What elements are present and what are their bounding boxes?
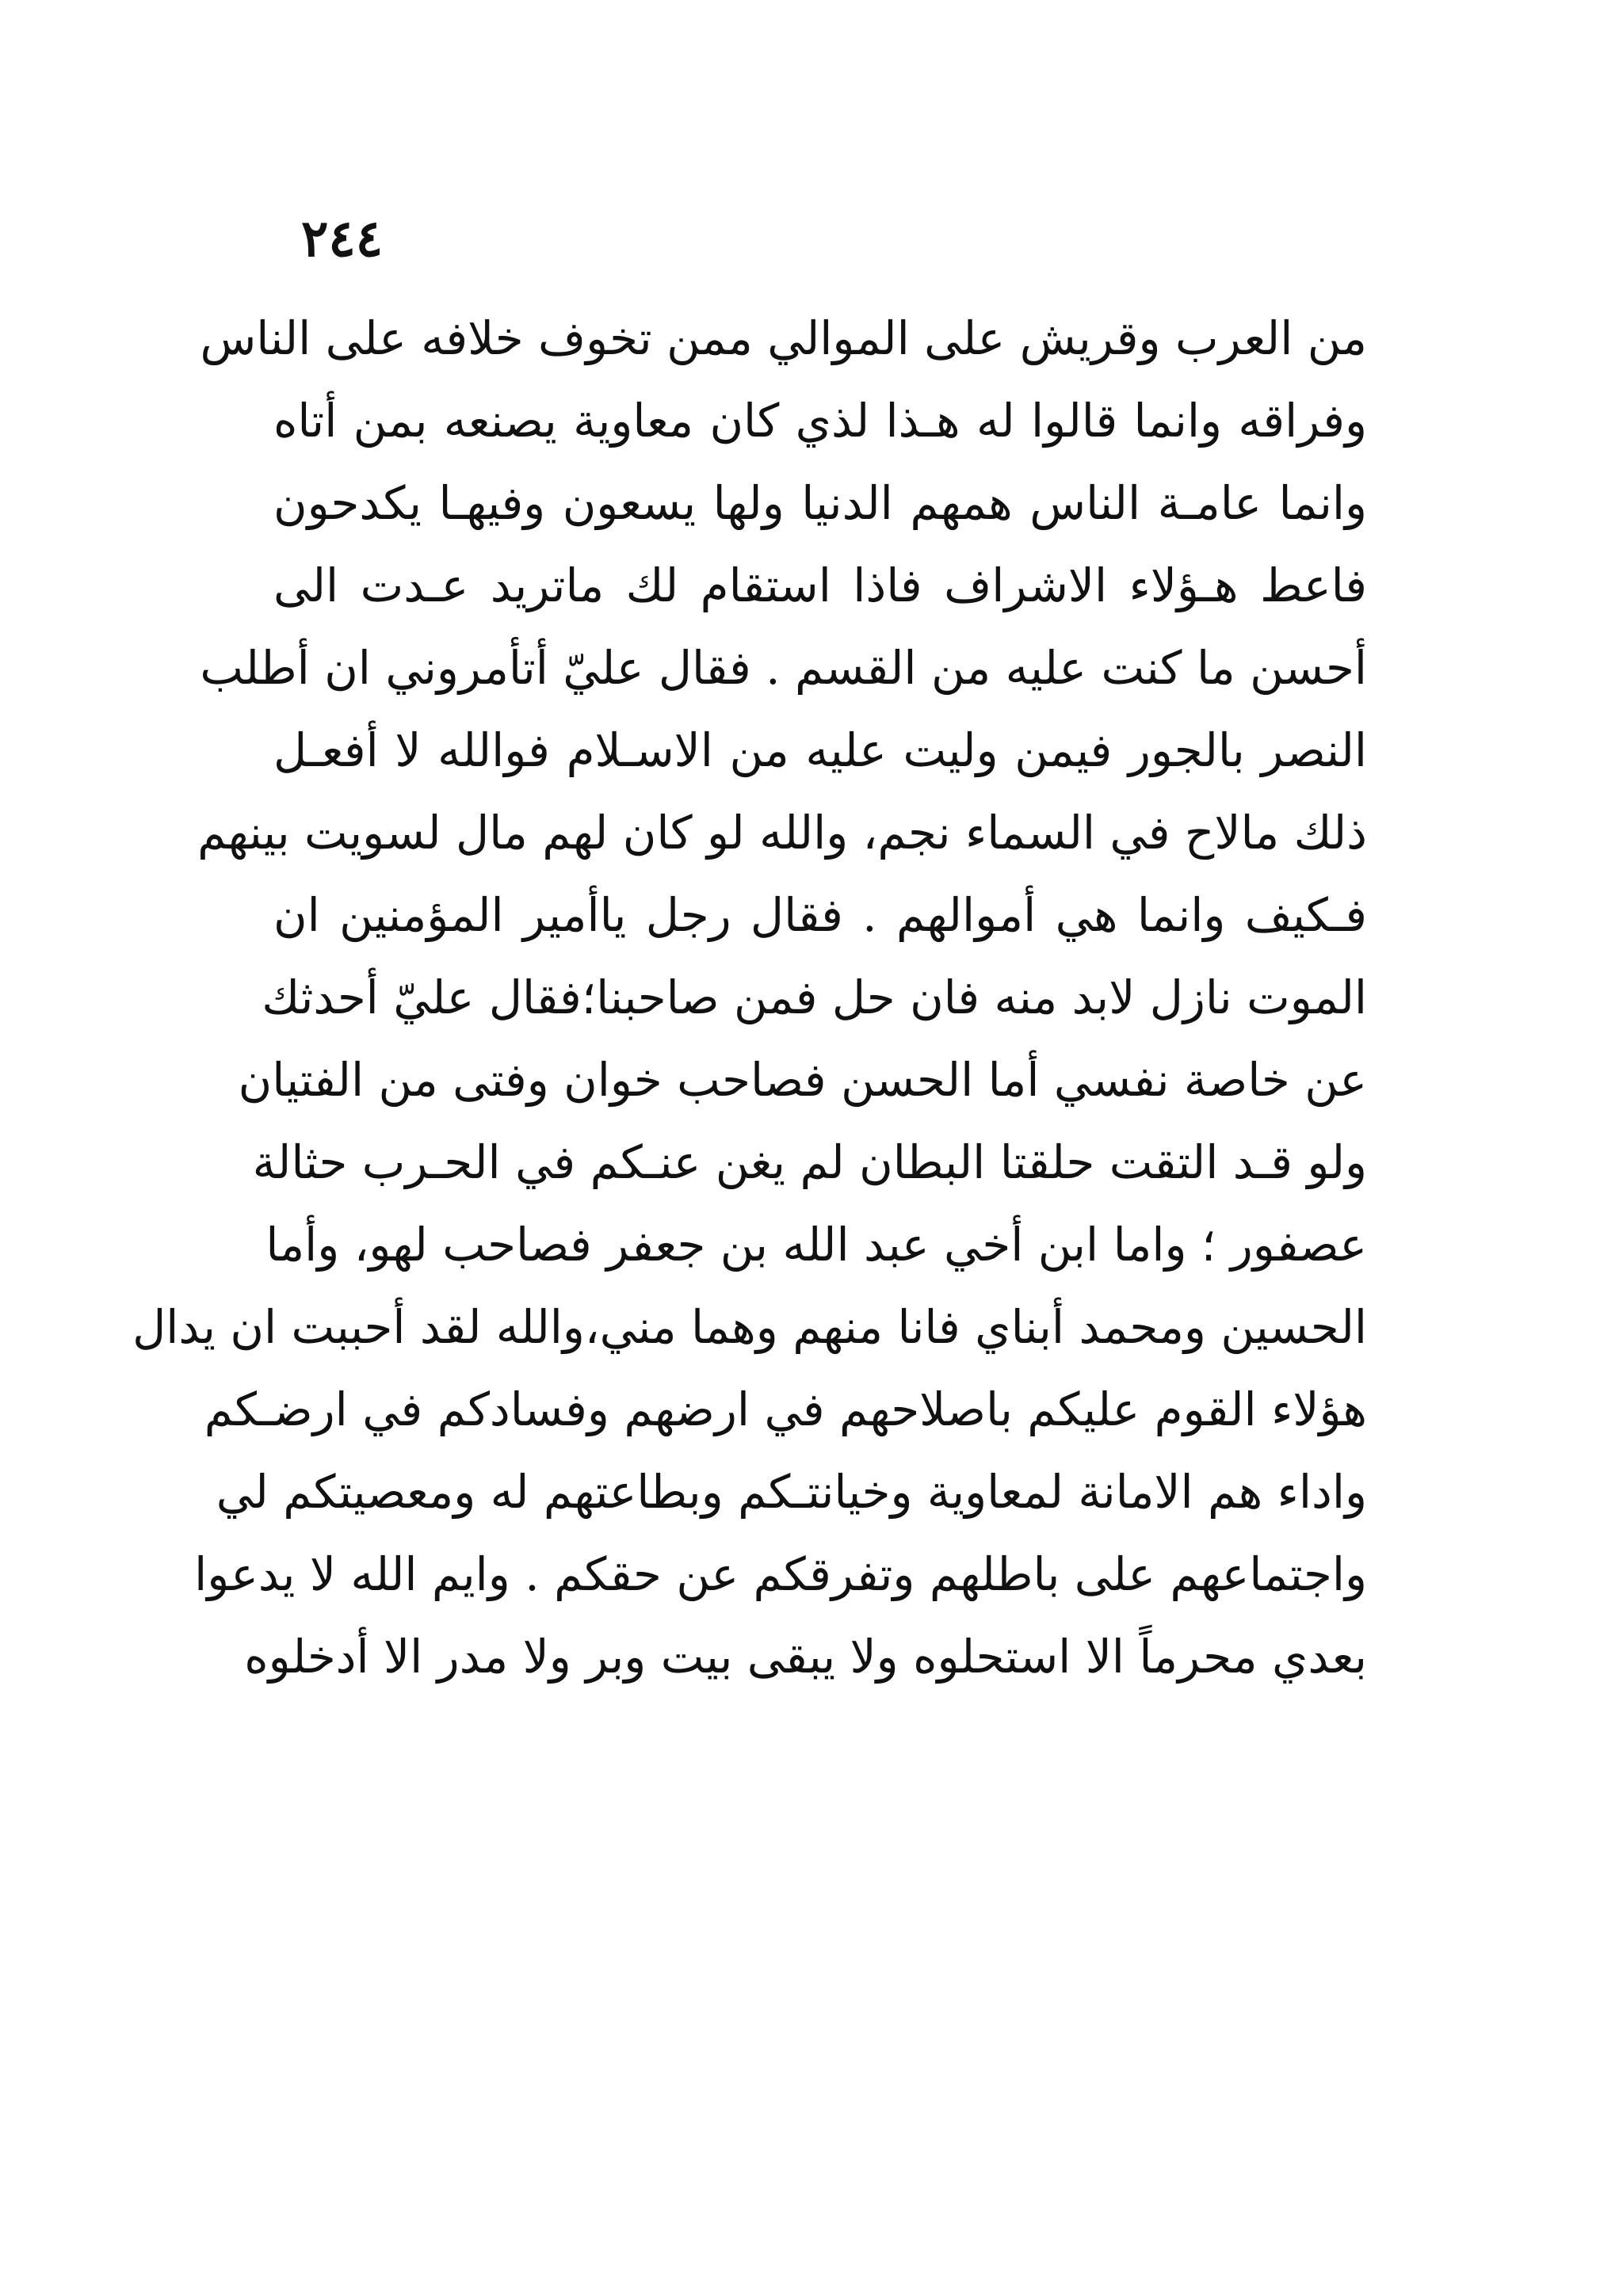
text-line-14: هؤلاء القوم عليكم باصلاحهم في ارضهم وفسادكم في ارضـكم <box>204 1383 1367 1436</box>
text-line-17: بعدي محرماً الا استحلوه ولا يبقى بيت وبر ولا مدر الا أدخلوه <box>244 1630 1367 1684</box>
text-line-2: وفراقه وانما قالوا له هـذا لذي كان معاوية يصنعه بمن أتاه <box>273 394 1367 448</box>
text-line-10: عن خاصة نفسي أما الحسن فصاحب خوان وفتى من الفتيان <box>238 1053 1367 1107</box>
text-line-15: واداء هم الامانة لمعاوية وخيانتـكم وبطاعتهم له ومعصيتكم لي <box>216 1465 1367 1519</box>
text-line-3: وانما عامـة الناس همهم الدنيا ولها يسعون وفيهـا يكدحون <box>273 476 1367 530</box>
text-line-11: ولو قـد التقت حلقتا البطان لم يغن عنـكم في الحـرب حثالة <box>252 1135 1367 1189</box>
text-line-13: الحسين ومحمد أبناي فانا منهم وهما مني،والله لقد أحببت ان يدال <box>132 1300 1367 1354</box>
text-line-9: الموت نازل لابد منه فان حل فمن صاحبنا؛فقال عليّ أحدثك <box>262 971 1367 1024</box>
text-line-5: أحسن ما كنت عليه من القسم . فقال عليّ أتأمروني ان أطلب <box>200 641 1367 695</box>
text-line-7: ذلك مالاح في السماء نجم، والله لو كان لهم مال لسويت بينهم <box>197 806 1367 860</box>
text-line-16: واجتماعهم على باطلهم وتفرقكم عن حقكم . وايم الله لا يدعوا <box>194 1547 1367 1601</box>
text-line-1: من العرب وقريش على الموالي ممن تخوف خلافه على الناس <box>200 311 1367 365</box>
page-number: ٢٤٤ <box>301 209 384 269</box>
text-line-4: فاعط هـؤلاء الاشراف فاذا استقام لك ماتريد عـدت الى <box>273 559 1367 612</box>
text-line-6: النصر بالجور فيمن وليت عليه من الاسـلام فوالله لا أفعـل <box>273 723 1367 777</box>
text-line-12: عصفور ؛ واما ابن أخي عبد الله بن جعفر فصاحب لهو، وأما <box>265 1218 1367 1272</box>
text-line-8: فـكيف وانما هي أموالهم . فقال رجل ياأمير المؤمنين ان <box>273 888 1367 942</box>
body-text <box>132 297 1367 1698</box>
